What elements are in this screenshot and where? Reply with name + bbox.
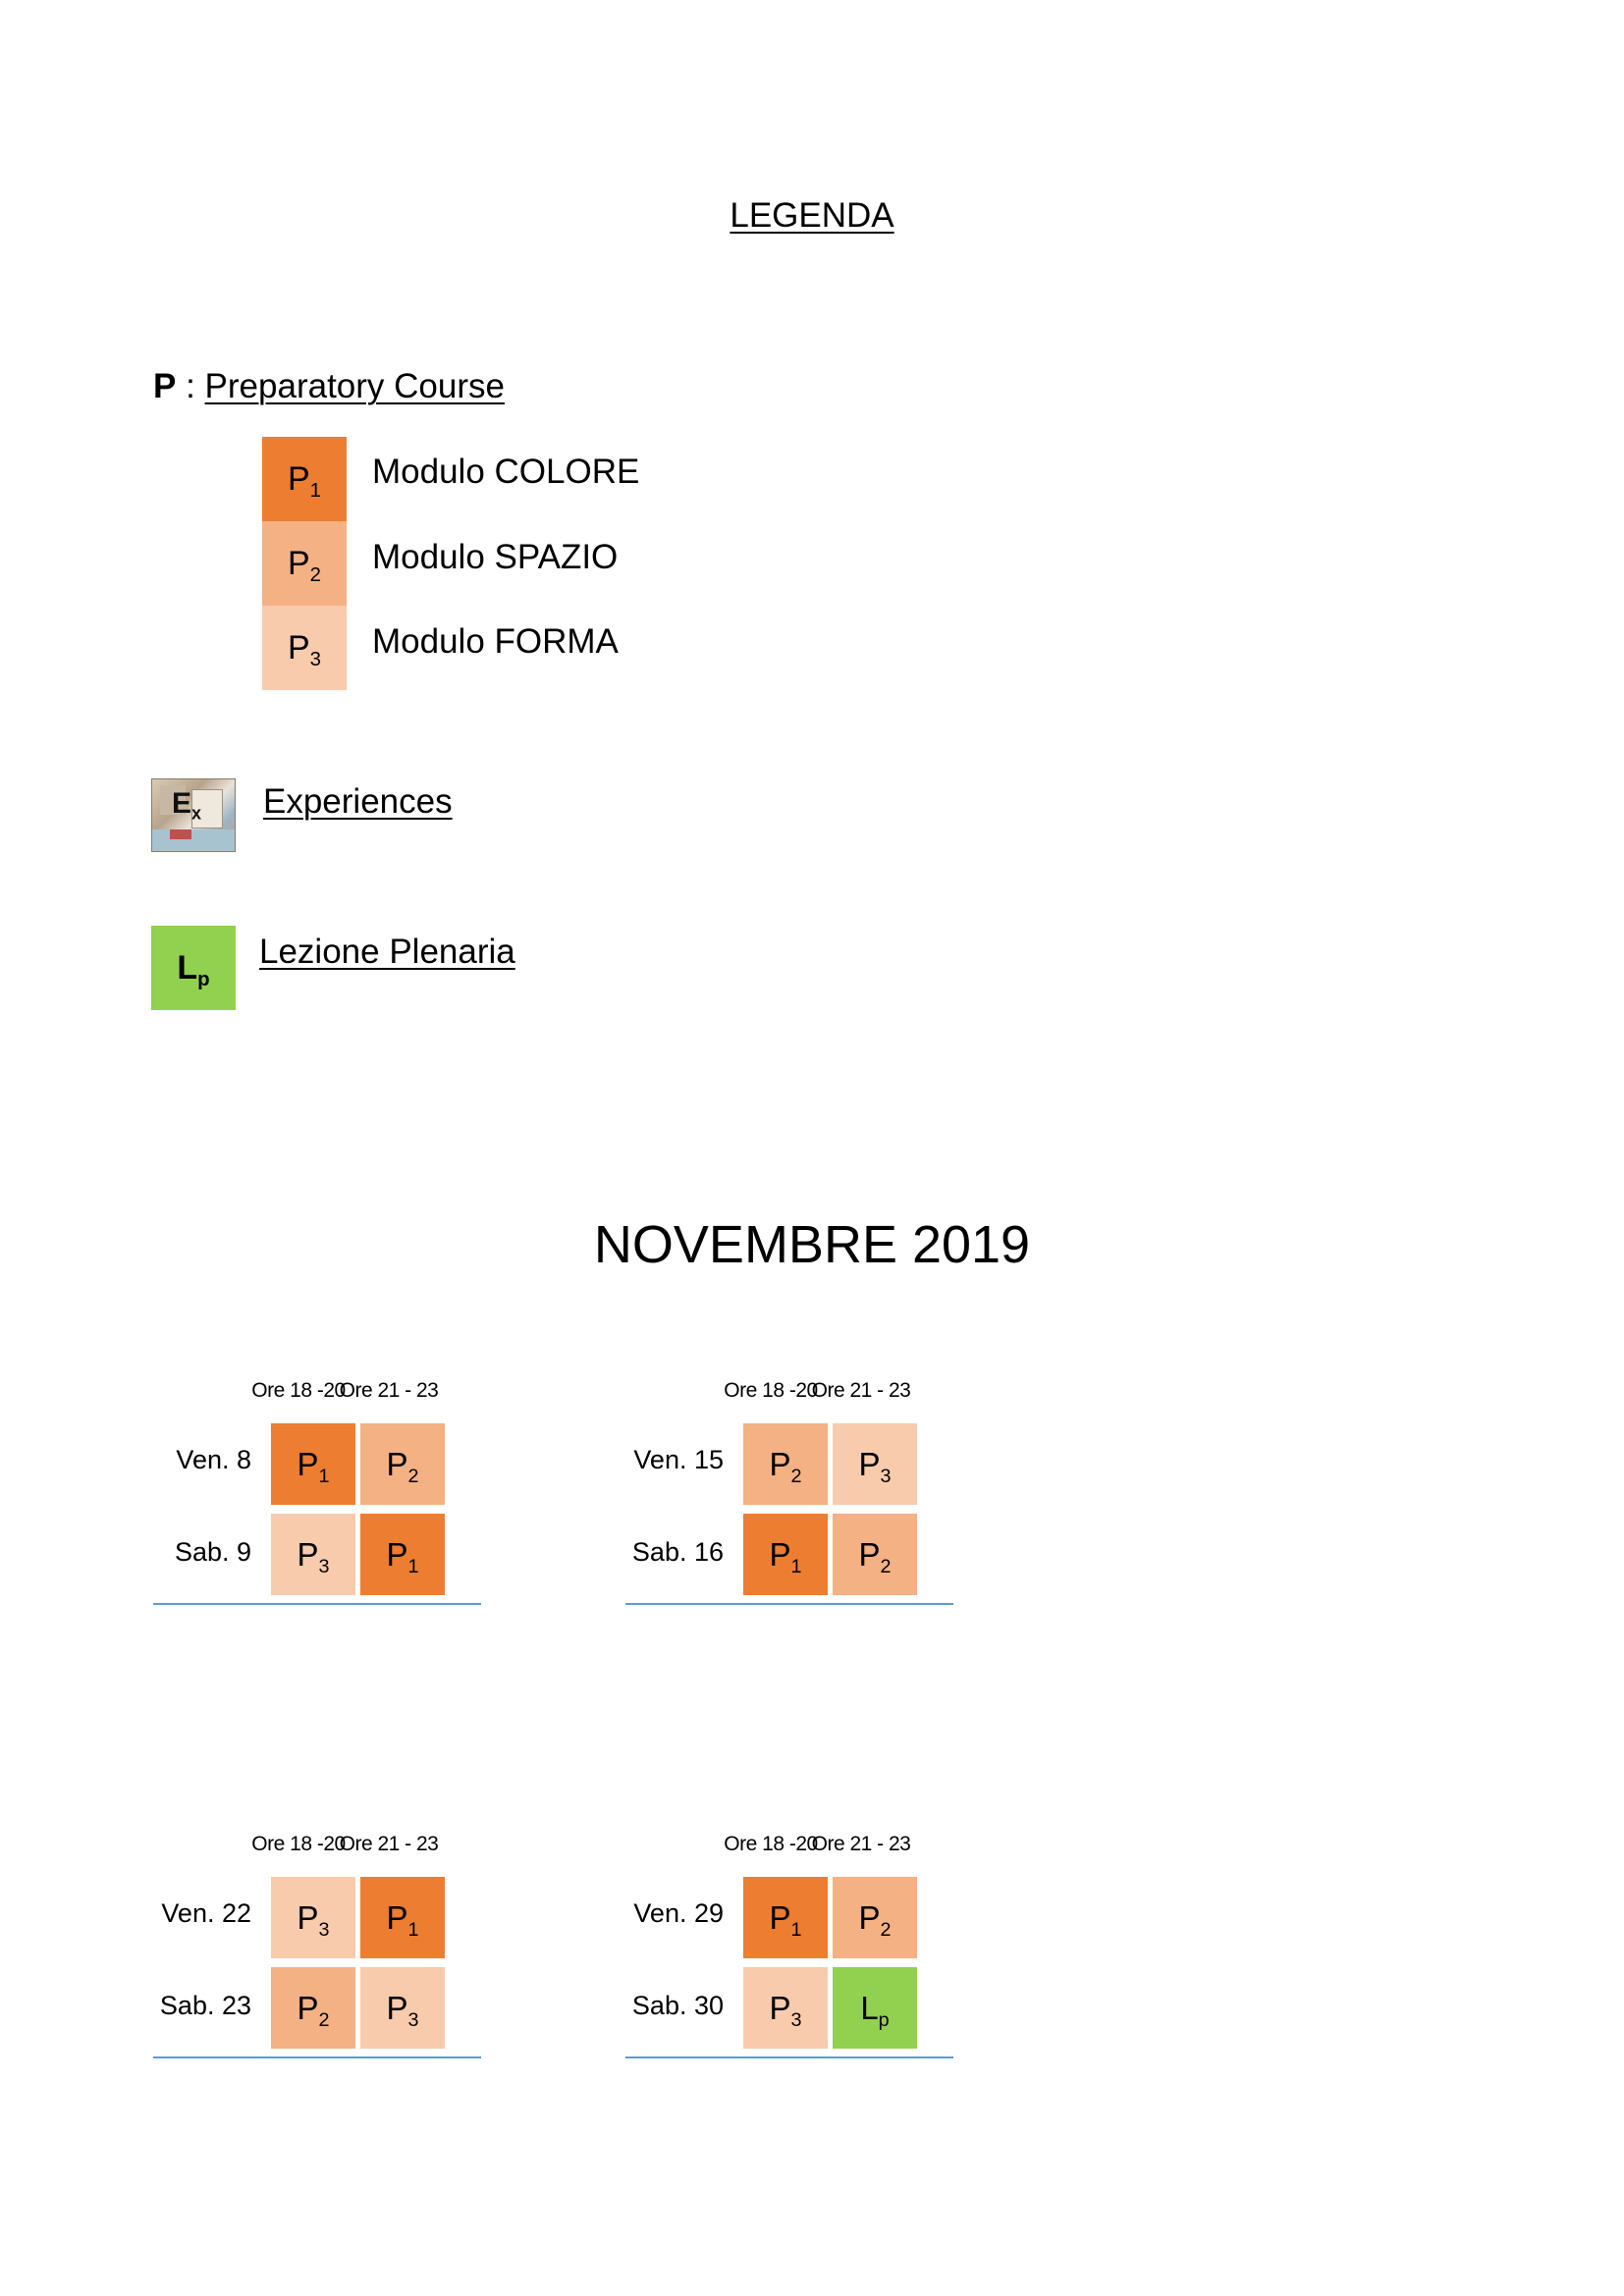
- legend-label-forma: Modulo FORMA: [372, 622, 619, 661]
- legend-label-spazio: Modulo SPAZIO: [372, 538, 619, 576]
- preparatory-course-label: Preparatory Course: [204, 367, 505, 405]
- day-label: Sab. 16: [631, 1537, 724, 1567]
- preparatory-course-heading: [153, 367, 505, 406]
- day-divider: [153, 1603, 481, 1605]
- experiences-label: Experiences: [263, 782, 453, 821]
- time-header-night: Ore 21 - 23: [811, 1833, 911, 1855]
- slot-code: $P_3$: [858, 1445, 892, 1487]
- slot-cell-night: [833, 1967, 917, 2049]
- day-divider: [625, 2056, 953, 2058]
- legend-swatch-p2: [262, 521, 347, 606]
- time-header-evening: Ore 18 -20: [251, 1833, 346, 1855]
- week-block: [153, 1833, 703, 2127]
- slot-cell-evening: [743, 1967, 828, 2049]
- slot-code: $P_2$: [858, 1898, 892, 1941]
- slot-cell-night: [833, 1423, 917, 1505]
- legend-swatch-p3: [262, 606, 347, 690]
- slot-code: $P_3$: [386, 1989, 419, 2031]
- week-block: [153, 1379, 703, 1674]
- day-label: Ven. 22: [161, 1898, 251, 1928]
- slot-code: $P_1$: [386, 1535, 419, 1577]
- legend-title-text: LEGENDA: [730, 196, 894, 235]
- legend-label-colore: Modulo COLORE: [372, 453, 640, 491]
- time-header-night: Ore 21 - 23: [339, 1379, 439, 1402]
- time-header-night: Ore 21 - 23: [811, 1379, 911, 1402]
- slot-cell-night: [360, 1877, 445, 1958]
- slot-cell-night: [833, 1514, 917, 1595]
- day-label: Sab. 30: [631, 1991, 724, 2020]
- experiences-icon-text: $E_x$: [172, 787, 202, 824]
- slot-code: $P_2$: [769, 1445, 802, 1487]
- slot-cell-evening: [743, 1514, 828, 1595]
- slot-code: $P_1$: [386, 1898, 419, 1941]
- p-letter: P: [153, 367, 177, 405]
- p-separator: :: [176, 367, 205, 405]
- slot-code: $P_3$: [769, 1989, 802, 2031]
- slot-cell-evening: [743, 1423, 828, 1505]
- time-header-evening: Ore 18 -20: [724, 1379, 818, 1402]
- slot-cell-evening: [271, 1514, 355, 1595]
- slot-code: $P_3$: [297, 1898, 330, 1941]
- time-header-night: Ore 21 - 23: [339, 1833, 439, 1855]
- lezione-plenaria-icon: [151, 926, 236, 1010]
- day-divider: [625, 1603, 953, 1605]
- slot-code: $P_2$: [858, 1535, 892, 1577]
- day-label: Sab. 9: [174, 1537, 251, 1567]
- day-divider: [153, 2056, 481, 2058]
- slot-code: $P_3$: [297, 1535, 330, 1577]
- month-title: NOVEMBRE 2019: [593, 1215, 1031, 1274]
- slot-cell-evening: [271, 1877, 355, 1958]
- day-label: Ven. 29: [633, 1898, 724, 1928]
- slot-cell-evening: [271, 1967, 355, 2049]
- legend-code-p2: $P_2$: [287, 544, 322, 586]
- legend-code-p3: $P_3$: [287, 628, 322, 670]
- slot-cell-night: [360, 1423, 445, 1505]
- legend-title: [0, 196, 1624, 236]
- lezione-plenaria-icon-text: $L_p$: [177, 948, 210, 990]
- day-label: Ven. 8: [176, 1445, 251, 1474]
- slot-code: $P_2$: [386, 1445, 419, 1487]
- week-block: [625, 1833, 1175, 2127]
- slot-code: $P_1$: [769, 1898, 802, 1941]
- time-header-evening: Ore 18 -20: [724, 1833, 818, 1855]
- day-label: Sab. 23: [159, 1991, 251, 2020]
- slot-cell-evening: [271, 1423, 355, 1505]
- slot-code: $P_1$: [297, 1445, 330, 1487]
- legend-swatch-p1: [262, 437, 347, 521]
- slot-cell-night: [360, 1967, 445, 2049]
- lezione-plenaria-label: Lezione Plenaria: [259, 933, 515, 971]
- experiences-icon: [151, 778, 236, 852]
- slot-code: $P_1$: [769, 1535, 802, 1577]
- slot-cell-evening: [743, 1877, 828, 1958]
- time-header-evening: Ore 18 -20: [251, 1379, 346, 1402]
- week-block: [625, 1379, 1175, 1674]
- slot-code: $P_2$: [297, 1989, 330, 2031]
- slot-cell-night: [360, 1514, 445, 1595]
- day-label: Ven. 15: [633, 1445, 724, 1474]
- legend-code-p1: $P_1$: [287, 459, 322, 502]
- slot-code: $L_p$: [860, 1989, 890, 2031]
- slot-cell-night: [833, 1877, 917, 1958]
